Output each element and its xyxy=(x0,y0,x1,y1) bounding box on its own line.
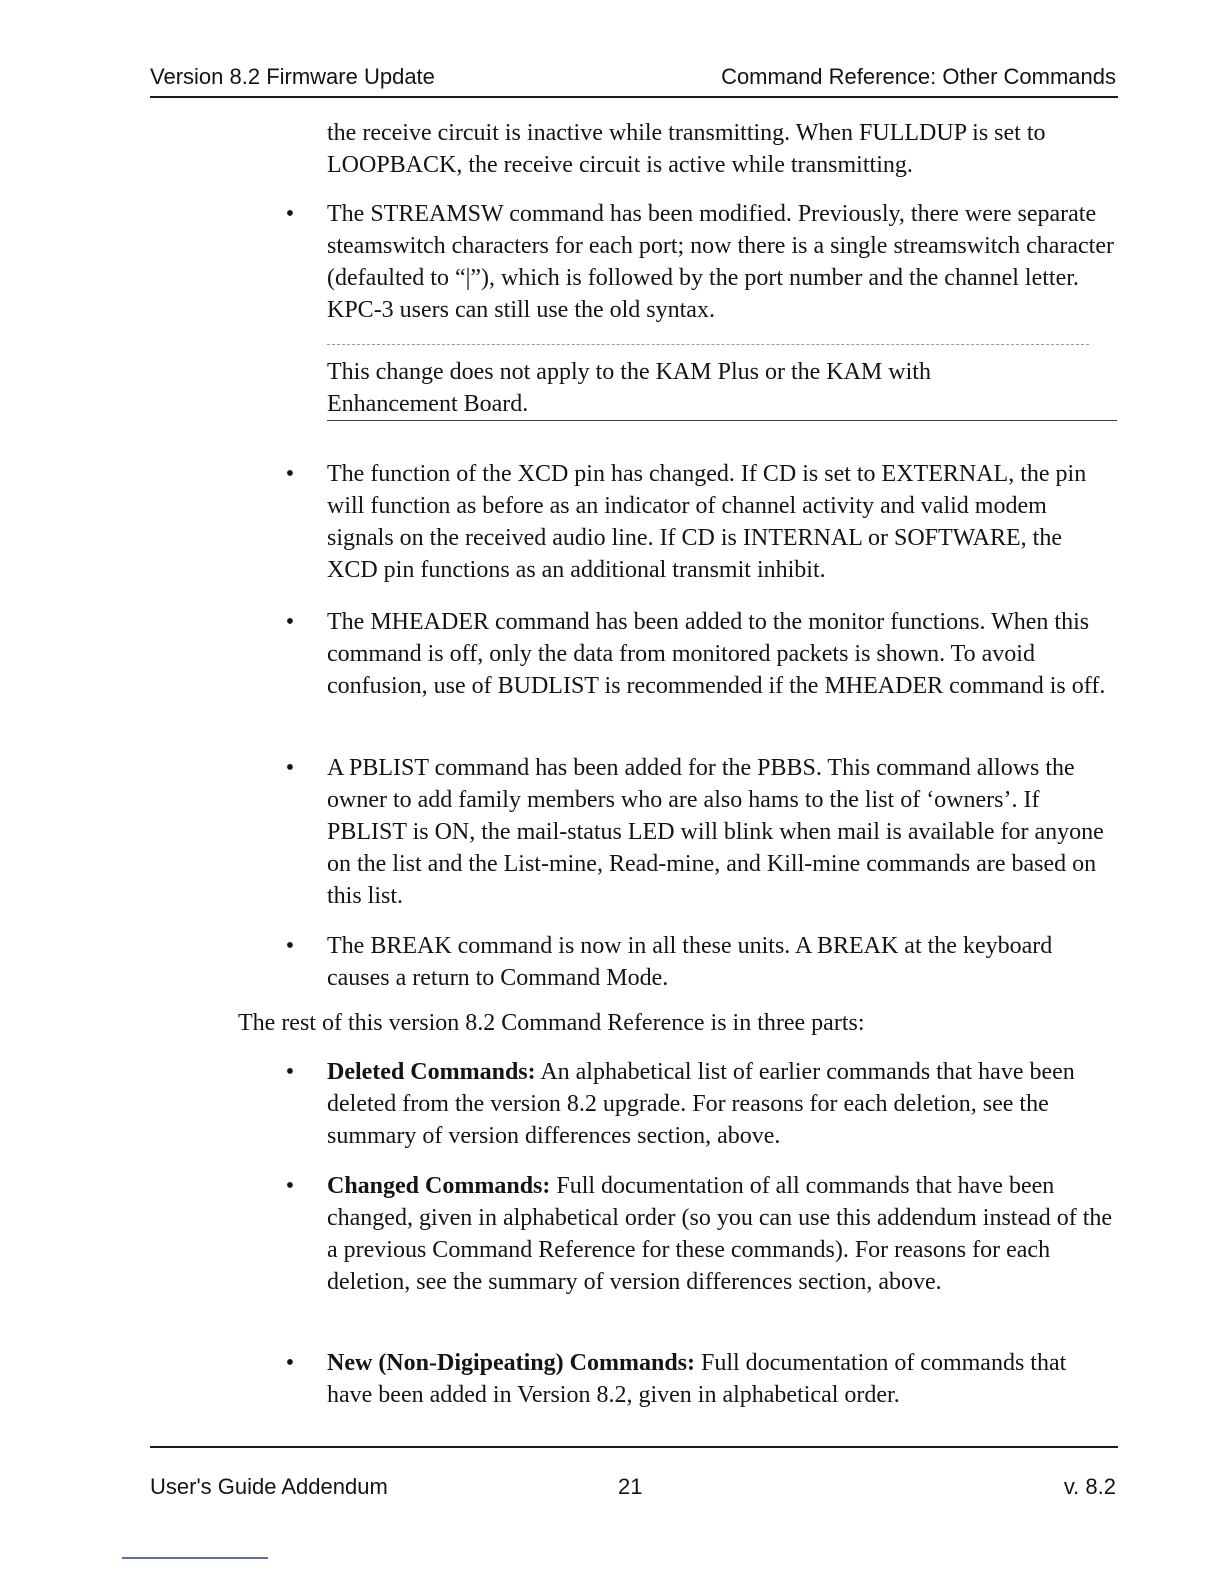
header-section: Command Reference: Other Commands xyxy=(721,64,1116,89)
list-item-changed-commands xyxy=(285,1170,1117,1298)
page-footer xyxy=(150,1446,1118,1508)
bullet-icon: • xyxy=(285,609,295,635)
list-item-text: An alphabetical list of earlier commands that have been deleted from the version 8.2 upgrade. For reasons for each deletion, see the summary of version differences section, above. xyxy=(327,1059,1075,1149)
list-item-text: The BREAK command is now in all these units. A BREAK at the keyboard causes a return to Command Mode. xyxy=(327,933,1053,991)
parts-intro: The rest of this version 8.2 Command Reference is in three parts: xyxy=(238,1010,865,1036)
bullet-icon: • xyxy=(285,1173,295,1199)
bullet-icon: • xyxy=(285,755,295,781)
bullet-icon: • xyxy=(285,933,295,959)
note-text: This change does not apply to the KAM Plus or the KAM with Enhancement Board. xyxy=(327,359,931,417)
bullet-icon: • xyxy=(285,1350,295,1376)
note-divider-bottom xyxy=(327,420,1117,421)
bullet-icon: • xyxy=(285,1059,295,1085)
page-number: 21 xyxy=(618,1474,643,1499)
header-title: Version 8.2 Firmware Update xyxy=(150,64,435,89)
list-item-text: Full documentation of all commands that have been changed, given in alphabetical order (so you can use this addendum instead of the a previous Command Reference for these commands). For reasons for each deletion, see the summary of version differences section, above. xyxy=(327,1173,1113,1295)
list-item-text: Full documentation of commands that have been added in Version 8.2, given in alphabetical order. xyxy=(327,1350,1067,1408)
list-item-title: New (Non-Digipeating) Commands: xyxy=(327,1350,695,1376)
note-box xyxy=(327,344,1117,422)
list-item-pblist xyxy=(285,752,1117,912)
list-item-new-commands xyxy=(285,1347,1117,1411)
page-header xyxy=(150,62,1118,98)
list-item-mheader xyxy=(285,606,1117,702)
footer-title: User's Guide Addendum xyxy=(150,1474,388,1499)
bullet-icon: • xyxy=(285,201,295,227)
note-divider-top xyxy=(327,344,1089,345)
list-item-streamsw xyxy=(285,198,1117,326)
list-item-text: The MHEADER command has been added to the monitor functions. When this command is off, only the data from monitored packets is shown. To avoid confusion, use of BUDLIST is recommended if the MHEADER command is off. xyxy=(327,609,1106,699)
list-item-break xyxy=(285,930,1117,994)
list-item-title: Deleted Commands: xyxy=(327,1059,536,1085)
continuation-paragraph: the receive circuit is inactive while transmitting. When FULLDUP is set to LOOPBACK, the receive circuit is active while transmitting. xyxy=(327,120,1046,178)
scan-artifact-line xyxy=(122,1557,268,1559)
bullet-icon: • xyxy=(285,461,295,487)
list-item-title: Changed Commands: xyxy=(327,1173,551,1199)
list-item-text: A PBLIST command has been added for the PBBS. This command allows the owner to add family members who are also hams to the list of ‘owners’. If PBLIST is ON, the mail-status LED will blink when mail is available for anyone on the list and the List-mine, Read-mine, and Kill-mine commands are based on this list. xyxy=(327,755,1104,909)
list-item-xcd xyxy=(285,458,1117,586)
footer-version: v. 8.2 xyxy=(1063,1474,1116,1499)
list-item-text: The function of the XCD pin has changed. If CD is set to EXTERNAL, the pin will function as before as an indicator of channel activity and valid modem signals on the received audio line. If CD is INTERNAL or SOFTWARE, the XCD pin functions as an additional transmit inhibit. xyxy=(327,461,1087,583)
list-item-text: The STREAMSW command has been modified. Previously, there were separate steamswitch characters for each port; now there is a single streamswitch character (defaulted to “|”), which is followed by the port number and the channel letter. KPC-3 users can still use the old syntax. xyxy=(327,201,1114,323)
list-item-deleted-commands xyxy=(285,1056,1117,1152)
